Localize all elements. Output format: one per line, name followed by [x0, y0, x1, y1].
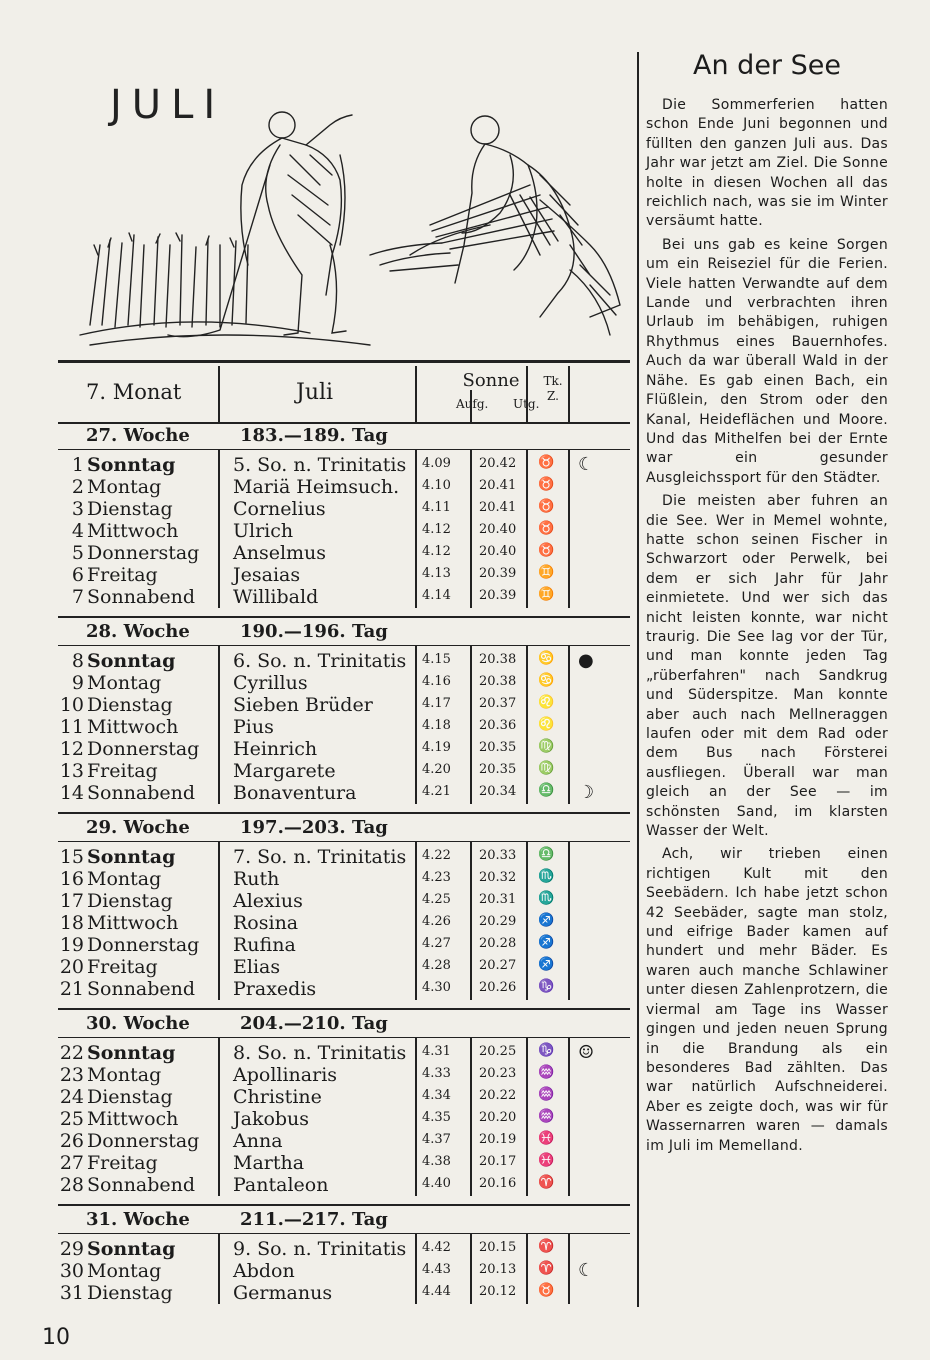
sunset-time: 20.38	[479, 674, 517, 689]
article-paragraph: Die Sommerferien hatten schon Ende Juni begonnen und füllten den ganzen Juli aus. Das Jahr war jetzt am Ziel. Die Sonne holte in diesen Wochen all das reichlich nach, was sie im Winter versäumt hatte.	[646, 97, 888, 230]
feast-name: Abdon	[233, 1260, 295, 1282]
zodiac-icon: ♍	[538, 739, 555, 754]
zodiac-icon: ♒	[538, 1109, 555, 1124]
column-rule	[568, 842, 570, 1000]
day-number: 2	[71, 476, 84, 498]
sunset-time: 20.36	[479, 718, 517, 733]
zodiac-icon: ♒	[538, 1065, 555, 1080]
column-rule	[526, 1234, 528, 1304]
day-name: Sonntag	[87, 1042, 176, 1064]
sunrise-time: 4.21	[422, 784, 451, 799]
column-rule	[415, 842, 417, 1000]
sunrise-time: 4.09	[422, 456, 451, 471]
sunrise-time: 4.37	[422, 1132, 451, 1147]
column-rule	[470, 646, 472, 804]
day-number: 23	[59, 1064, 84, 1086]
day-name: Freitag	[87, 1152, 158, 1174]
sunset-time: 20.39	[479, 566, 517, 581]
feast-name: Margarete	[233, 760, 336, 782]
zodiac-icon: ♊	[538, 587, 555, 602]
day-row	[58, 738, 630, 760]
zodiac-icon: ♓	[538, 1131, 555, 1146]
feast-name: Apollinaris	[233, 1064, 338, 1086]
day-row	[58, 694, 630, 716]
day-row	[58, 1152, 630, 1174]
day-name: Freitag	[87, 760, 158, 782]
week-header	[58, 425, 630, 449]
week-label: 27. Woche	[86, 425, 190, 446]
column-rule	[526, 450, 528, 608]
zodiac-header: Tk. Z.	[543, 374, 563, 403]
article-paragraph: Die meisten aber fuhren an die See. Wer in Memel wohnte, hatte schon seinen Fischer in Schwarzort oder Perwelk, bei dem er sich Jahr für Jahr einmietete. Und wer sich das nicht leisten konnte, war nicht traurig. Die See lag vor der Tür, und man konnte jeden Tag „rüberfahren" nach Sandkrug und Süderspitze. Man konnte aber auch nach Mellneraggen laufen oder mit dem Rad oder dem Bus nach Försterei ausfliegen. Überall war man gleich an der See — im schönsten Sand, im klarsten Wasser der Welt.	[646, 493, 888, 840]
sunrise-time: 4.13	[422, 566, 451, 581]
header-column-rule	[415, 366, 417, 422]
zodiac-icon: ♉	[538, 499, 555, 514]
column-rule	[526, 842, 528, 1000]
sunset-time: 20.19	[479, 1132, 517, 1147]
day-number: 25	[59, 1108, 84, 1130]
week-header	[58, 1013, 630, 1037]
day-number: 19	[59, 934, 84, 956]
day-row	[58, 476, 630, 498]
day-row	[58, 1260, 630, 1282]
moon-phase-icon: ☺	[578, 1042, 595, 1063]
day-row	[58, 782, 630, 804]
day-row	[58, 1086, 630, 1108]
feast-name: 8. So. n. Trinitatis	[233, 1042, 407, 1064]
feast-name: Jakobus	[233, 1108, 310, 1130]
day-number: 21	[59, 978, 84, 1000]
feast-name: Mariä Heimsuch.	[233, 476, 400, 498]
sunset-time: 20.17	[479, 1154, 517, 1169]
zodiac-icon: ♉	[538, 1283, 555, 1298]
harvest-illustration	[70, 95, 630, 357]
article-title: An der See	[693, 50, 841, 81]
sunset-time: 20.42	[479, 456, 517, 471]
day-number: 20	[59, 956, 84, 978]
feast-name: 6. So. n. Trinitatis	[233, 650, 407, 672]
sunrise-time: 4.38	[422, 1154, 451, 1169]
day-number: 16	[59, 868, 84, 890]
day-number: 13	[59, 760, 84, 782]
sunrise-time: 4.18	[422, 718, 451, 733]
week-label: 31. Woche	[86, 1209, 190, 1230]
column-rule	[470, 842, 472, 1000]
feast-name: 9. So. n. Trinitatis	[233, 1238, 407, 1260]
sunrise-time: 4.31	[422, 1044, 451, 1059]
day-name: Donnerstag	[87, 738, 200, 760]
day-name: Dienstag	[87, 694, 173, 716]
article-paragraph: Bei uns gab es keine Sorgen um ein Reiseziel für die Ferien. Viele hatten Verwandte auf dem Lande und verbrachten ihren Urlaub im behäbigen, ruhigen Rhythmus eines Bauernhofes. Auch da war überall Wald in der Nähe. Es gab einen Bach, ein Flüßlein, den Strom oder den Kanal, Heideflächen und Moore. Und das Mithelfen bei der Ernte war ein gesunder Ausgleichssport für den Städter.	[646, 236, 888, 486]
zodiac-icon: ♑	[538, 1043, 555, 1058]
sunset-time: 20.40	[479, 522, 517, 537]
sunset-time: 20.28	[479, 936, 517, 951]
day-row	[58, 454, 630, 476]
column-rule	[218, 1234, 220, 1304]
day-number: 10	[59, 694, 84, 716]
sunrise-time: 4.30	[422, 980, 451, 995]
column-rule	[218, 646, 220, 804]
day-name: Montag	[87, 868, 162, 890]
column-rule	[526, 646, 528, 804]
zodiac-icon: ♐	[538, 913, 555, 928]
header-column-rule	[218, 366, 220, 422]
week-day-range: 211.—217. Tag	[240, 1209, 388, 1230]
day-number: 17	[59, 890, 84, 912]
sunrise-time: 4.25	[422, 892, 451, 907]
day-name: Montag	[87, 476, 162, 498]
week-header	[58, 621, 630, 645]
day-row	[58, 890, 630, 912]
column-rule	[470, 450, 472, 608]
sunset-header: Utg.	[513, 397, 540, 411]
day-number: 31	[59, 1282, 84, 1304]
sunset-time: 20.27	[479, 958, 517, 973]
week-header-rule	[58, 841, 630, 842]
sunrise-time: 4.40	[422, 1176, 451, 1191]
week-label: 29. Woche	[86, 817, 190, 838]
sunrise-time: 4.20	[422, 762, 451, 777]
sunset-time: 20.32	[479, 870, 517, 885]
zodiac-icon: ♉	[538, 455, 555, 470]
day-number: 29	[59, 1238, 84, 1260]
feast-name: Sieben Brüder	[233, 694, 373, 716]
day-name: Mittwoch	[87, 716, 179, 738]
zodiac-icon: ♌	[538, 717, 555, 732]
feast-name: 7. So. n. Trinitatis	[233, 846, 407, 868]
article-paragraph: Ach, wir trieben einen richtigen Kult mit den Seebädern. Ich habe jetzt schon 42 Seebäder, sagte man stolz, und eifrige Bader kamen auf hundert und mehr Bäder. Es waren auch manche Schlawiner unter diesen Zahlenprotzern, die viermal am Tage ins Wasser gingen und jeden neuen Sprung in die Brandung als ein besonderes Bad zählten. Das war natürlich Aufschneiderei. Aber es zeigte doch, was wir für Wassernarren waren — damals im Juli im Memelland.	[646, 846, 888, 1154]
day-number: 6	[71, 564, 84, 586]
week-header	[58, 817, 630, 841]
feast-name: Ruth	[233, 868, 280, 890]
sunset-time: 20.13	[479, 1262, 517, 1277]
feast-name: Jesaias	[233, 564, 301, 586]
day-name: Sonnabend	[87, 782, 196, 804]
zodiac-icon: ♉	[538, 543, 555, 558]
day-row	[58, 586, 630, 608]
column-rule	[568, 1038, 570, 1196]
feast-name: Rufina	[233, 934, 296, 956]
feast-name: Praxedis	[233, 978, 317, 1000]
sunrise-time: 4.10	[422, 478, 451, 493]
week-header-rule	[58, 449, 630, 450]
zodiac-icon: ♈	[538, 1261, 555, 1276]
week-rule	[58, 616, 630, 618]
day-name: Sonntag	[87, 454, 176, 476]
day-name: Donnerstag	[87, 542, 200, 564]
sunset-time: 20.40	[479, 544, 517, 559]
zodiac-icon: ♐	[538, 935, 555, 950]
zodiac-icon: ♎	[538, 783, 555, 798]
day-name: Dienstag	[87, 498, 173, 520]
day-number: 11	[59, 716, 84, 738]
month-number: 7. Monat	[86, 380, 182, 404]
day-row	[58, 956, 630, 978]
sunset-time: 20.12	[479, 1284, 517, 1299]
day-name: Donnerstag	[87, 1130, 200, 1152]
week-rule	[58, 1204, 630, 1206]
day-number: 28	[59, 1174, 84, 1196]
zodiac-icon: ♈	[538, 1239, 555, 1254]
zodiac-icon: ♈	[538, 1175, 555, 1190]
sunset-time: 20.33	[479, 848, 517, 863]
column-rule	[218, 450, 220, 608]
day-row	[58, 672, 630, 694]
sunrise-time: 4.34	[422, 1088, 451, 1103]
week-header	[58, 1209, 630, 1233]
day-number: 5	[71, 542, 84, 564]
column-rule	[415, 1234, 417, 1304]
day-name: Dienstag	[87, 890, 173, 912]
zodiac-icon: ♉	[538, 477, 555, 492]
sunrise-time: 4.27	[422, 936, 451, 951]
sunset-time: 20.34	[479, 784, 517, 799]
column-rule	[218, 1038, 220, 1196]
day-number: 7	[71, 586, 84, 608]
zodiac-icon: ♋	[538, 673, 555, 688]
sunrise-time: 4.35	[422, 1110, 451, 1125]
table-header	[58, 366, 630, 422]
day-number: 30	[59, 1260, 84, 1282]
sunrise-time: 4.43	[422, 1262, 451, 1277]
feast-name: Germanus	[233, 1282, 333, 1304]
sun-header: Sonne	[462, 370, 520, 391]
sunset-time: 20.38	[479, 652, 517, 667]
sunrise-time: 4.12	[422, 544, 451, 559]
day-row	[58, 716, 630, 738]
zodiac-icon: ♎	[538, 847, 555, 862]
day-number: 27	[59, 1152, 84, 1174]
day-name: Sonntag	[87, 846, 176, 868]
column-rule	[415, 450, 417, 608]
month-name: Juli	[296, 380, 334, 405]
day-number: 24	[59, 1086, 84, 1108]
sunset-time: 20.35	[479, 762, 517, 777]
day-number: 9	[71, 672, 84, 694]
day-row	[58, 868, 630, 890]
sunset-time: 20.25	[479, 1044, 517, 1059]
sunset-time: 20.31	[479, 892, 517, 907]
header-column-rule	[470, 390, 472, 422]
week-label: 30. Woche	[86, 1013, 190, 1034]
column-rule	[526, 1038, 528, 1196]
table-top-rule	[58, 360, 630, 363]
sunrise-time: 4.44	[422, 1284, 451, 1299]
sunset-time: 20.15	[479, 1240, 517, 1255]
day-name: Sonntag	[87, 650, 176, 672]
sunset-time: 20.41	[479, 500, 517, 515]
day-number: 18	[59, 912, 84, 934]
sunset-time: 20.20	[479, 1110, 517, 1125]
column-rule	[415, 646, 417, 804]
day-number: 3	[71, 498, 84, 520]
feast-name: Martha	[233, 1152, 305, 1174]
sunset-time: 20.39	[479, 588, 517, 603]
day-number: 22	[59, 1042, 84, 1064]
day-name: Dienstag	[87, 1086, 173, 1108]
sunset-time: 20.22	[479, 1088, 517, 1103]
moon-phase-icon: ☽	[578, 782, 595, 803]
zodiac-icon: ♊	[538, 565, 555, 580]
day-name: Sonntag	[87, 1238, 176, 1260]
moon-phase-icon: ☾	[578, 454, 595, 475]
day-number: 1	[71, 454, 84, 476]
feast-name: Anna	[233, 1130, 283, 1152]
feast-name: Pius	[233, 716, 274, 738]
day-name: Donnerstag	[87, 934, 200, 956]
header-column-rule	[568, 366, 570, 422]
day-row	[58, 1174, 630, 1196]
sunrise-time: 4.11	[422, 500, 451, 515]
zodiac-icon: ♌	[538, 695, 555, 710]
zodiac-icon: ♑	[538, 979, 555, 994]
zodiac-icon: ♋	[538, 651, 555, 666]
feast-name: Anselmus	[233, 542, 327, 564]
sunset-time: 20.23	[479, 1066, 517, 1081]
feast-name: Rosina	[233, 912, 299, 934]
zodiac-icon: ♍	[538, 761, 555, 776]
sunrise-time: 4.23	[422, 870, 451, 885]
column-rule	[568, 1234, 570, 1304]
day-row	[58, 1108, 630, 1130]
sunset-time: 20.29	[479, 914, 517, 929]
header-column-rule	[526, 366, 528, 422]
feast-name: Pantaleon	[233, 1174, 329, 1196]
sunrise-time: 4.33	[422, 1066, 451, 1081]
feast-name: Christine	[233, 1086, 322, 1108]
week-header-rule	[58, 645, 630, 646]
day-number: 26	[59, 1130, 84, 1152]
day-name: Freitag	[87, 956, 158, 978]
day-row	[58, 1064, 630, 1086]
day-number: 8	[71, 650, 84, 672]
sunrise-time: 4.15	[422, 652, 451, 667]
zodiac-icon: ♓	[538, 1153, 555, 1168]
column-rule	[470, 1038, 472, 1196]
page-number: 10	[42, 1325, 70, 1350]
column-rule	[415, 1038, 417, 1196]
day-row	[58, 1042, 630, 1064]
day-name: Mittwoch	[87, 912, 179, 934]
day-name: Mittwoch	[87, 1108, 179, 1130]
week-header-rule	[58, 1037, 630, 1038]
feast-name: Cornelius	[233, 498, 326, 520]
sunrise-time: 4.12	[422, 522, 451, 537]
column-divider	[637, 52, 639, 1307]
day-name: Montag	[87, 1064, 162, 1086]
sunset-time: 20.16	[479, 1176, 517, 1191]
feast-name: Heinrich	[233, 738, 318, 760]
sunrise-time: 4.28	[422, 958, 451, 973]
zodiac-icon: ♏	[538, 891, 555, 906]
sunrise-time: 4.14	[422, 588, 451, 603]
moon-phase-icon: ●	[578, 650, 594, 671]
day-name: Montag	[87, 672, 162, 694]
day-row	[58, 934, 630, 956]
week-rule	[58, 1008, 630, 1010]
day-number: 15	[59, 846, 84, 868]
week-day-range: 183.—189. Tag	[240, 425, 388, 446]
sunset-time: 20.41	[479, 478, 517, 493]
week-rule	[58, 812, 630, 814]
day-row	[58, 650, 630, 672]
day-row	[58, 564, 630, 586]
feast-name: Elias	[233, 956, 281, 978]
day-row	[58, 846, 630, 868]
week-day-range: 197.—203. Tag	[240, 817, 388, 838]
column-rule	[568, 646, 570, 804]
article-body	[646, 96, 888, 1160]
week-day-range: 204.—210. Tag	[240, 1013, 388, 1034]
day-row	[58, 1130, 630, 1152]
sunset-time: 20.37	[479, 696, 517, 711]
moon-phase-icon: ☾	[578, 1260, 595, 1281]
week-label: 28. Woche	[86, 621, 190, 642]
column-rule	[218, 842, 220, 1000]
week-day-range: 190.—196. Tag	[240, 621, 388, 642]
column-rule	[568, 450, 570, 608]
day-row	[58, 520, 630, 542]
feast-name: Ulrich	[233, 520, 294, 542]
sunrise-time: 4.17	[422, 696, 451, 711]
day-number: 4	[71, 520, 84, 542]
sunrise-time: 4.26	[422, 914, 451, 929]
sunrise-time: 4.42	[422, 1240, 451, 1255]
feast-name: 5. So. n. Trinitatis	[233, 454, 407, 476]
sunrise-header: Aufg.	[456, 397, 489, 411]
day-row	[58, 760, 630, 782]
sunset-time: 20.26	[479, 980, 517, 995]
day-row	[58, 978, 630, 1000]
column-rule	[470, 1234, 472, 1304]
sunrise-time: 4.19	[422, 740, 451, 755]
day-name: Sonnabend	[87, 1174, 196, 1196]
day-name: Freitag	[87, 564, 158, 586]
zodiac-icon: ♏	[538, 869, 555, 884]
header-rule	[58, 422, 630, 424]
feast-name: Willibald	[233, 586, 319, 608]
zodiac-icon: ♉	[538, 521, 555, 536]
day-name: Mittwoch	[87, 520, 179, 542]
day-row	[58, 1238, 630, 1260]
day-number: 14	[59, 782, 84, 804]
week-header-rule	[58, 1233, 630, 1234]
sunset-time: 20.35	[479, 740, 517, 755]
day-name: Montag	[87, 1260, 162, 1282]
day-name: Dienstag	[87, 1282, 173, 1304]
day-name: Sonnabend	[87, 586, 196, 608]
day-row	[58, 542, 630, 564]
zodiac-icon: ♐	[538, 957, 555, 972]
zodiac-icon: ♒	[538, 1087, 555, 1102]
day-row	[58, 912, 630, 934]
feast-name: Bonaventura	[233, 782, 357, 804]
day-row	[58, 498, 630, 520]
day-name: Sonnabend	[87, 978, 196, 1000]
sunrise-time: 4.22	[422, 848, 451, 863]
month-title: JULI	[110, 82, 226, 128]
feast-name: Alexius	[233, 890, 303, 912]
day-row	[58, 1282, 630, 1304]
day-number: 12	[59, 738, 84, 760]
sunrise-time: 4.16	[422, 674, 451, 689]
feast-name: Cyrillus	[233, 672, 308, 694]
